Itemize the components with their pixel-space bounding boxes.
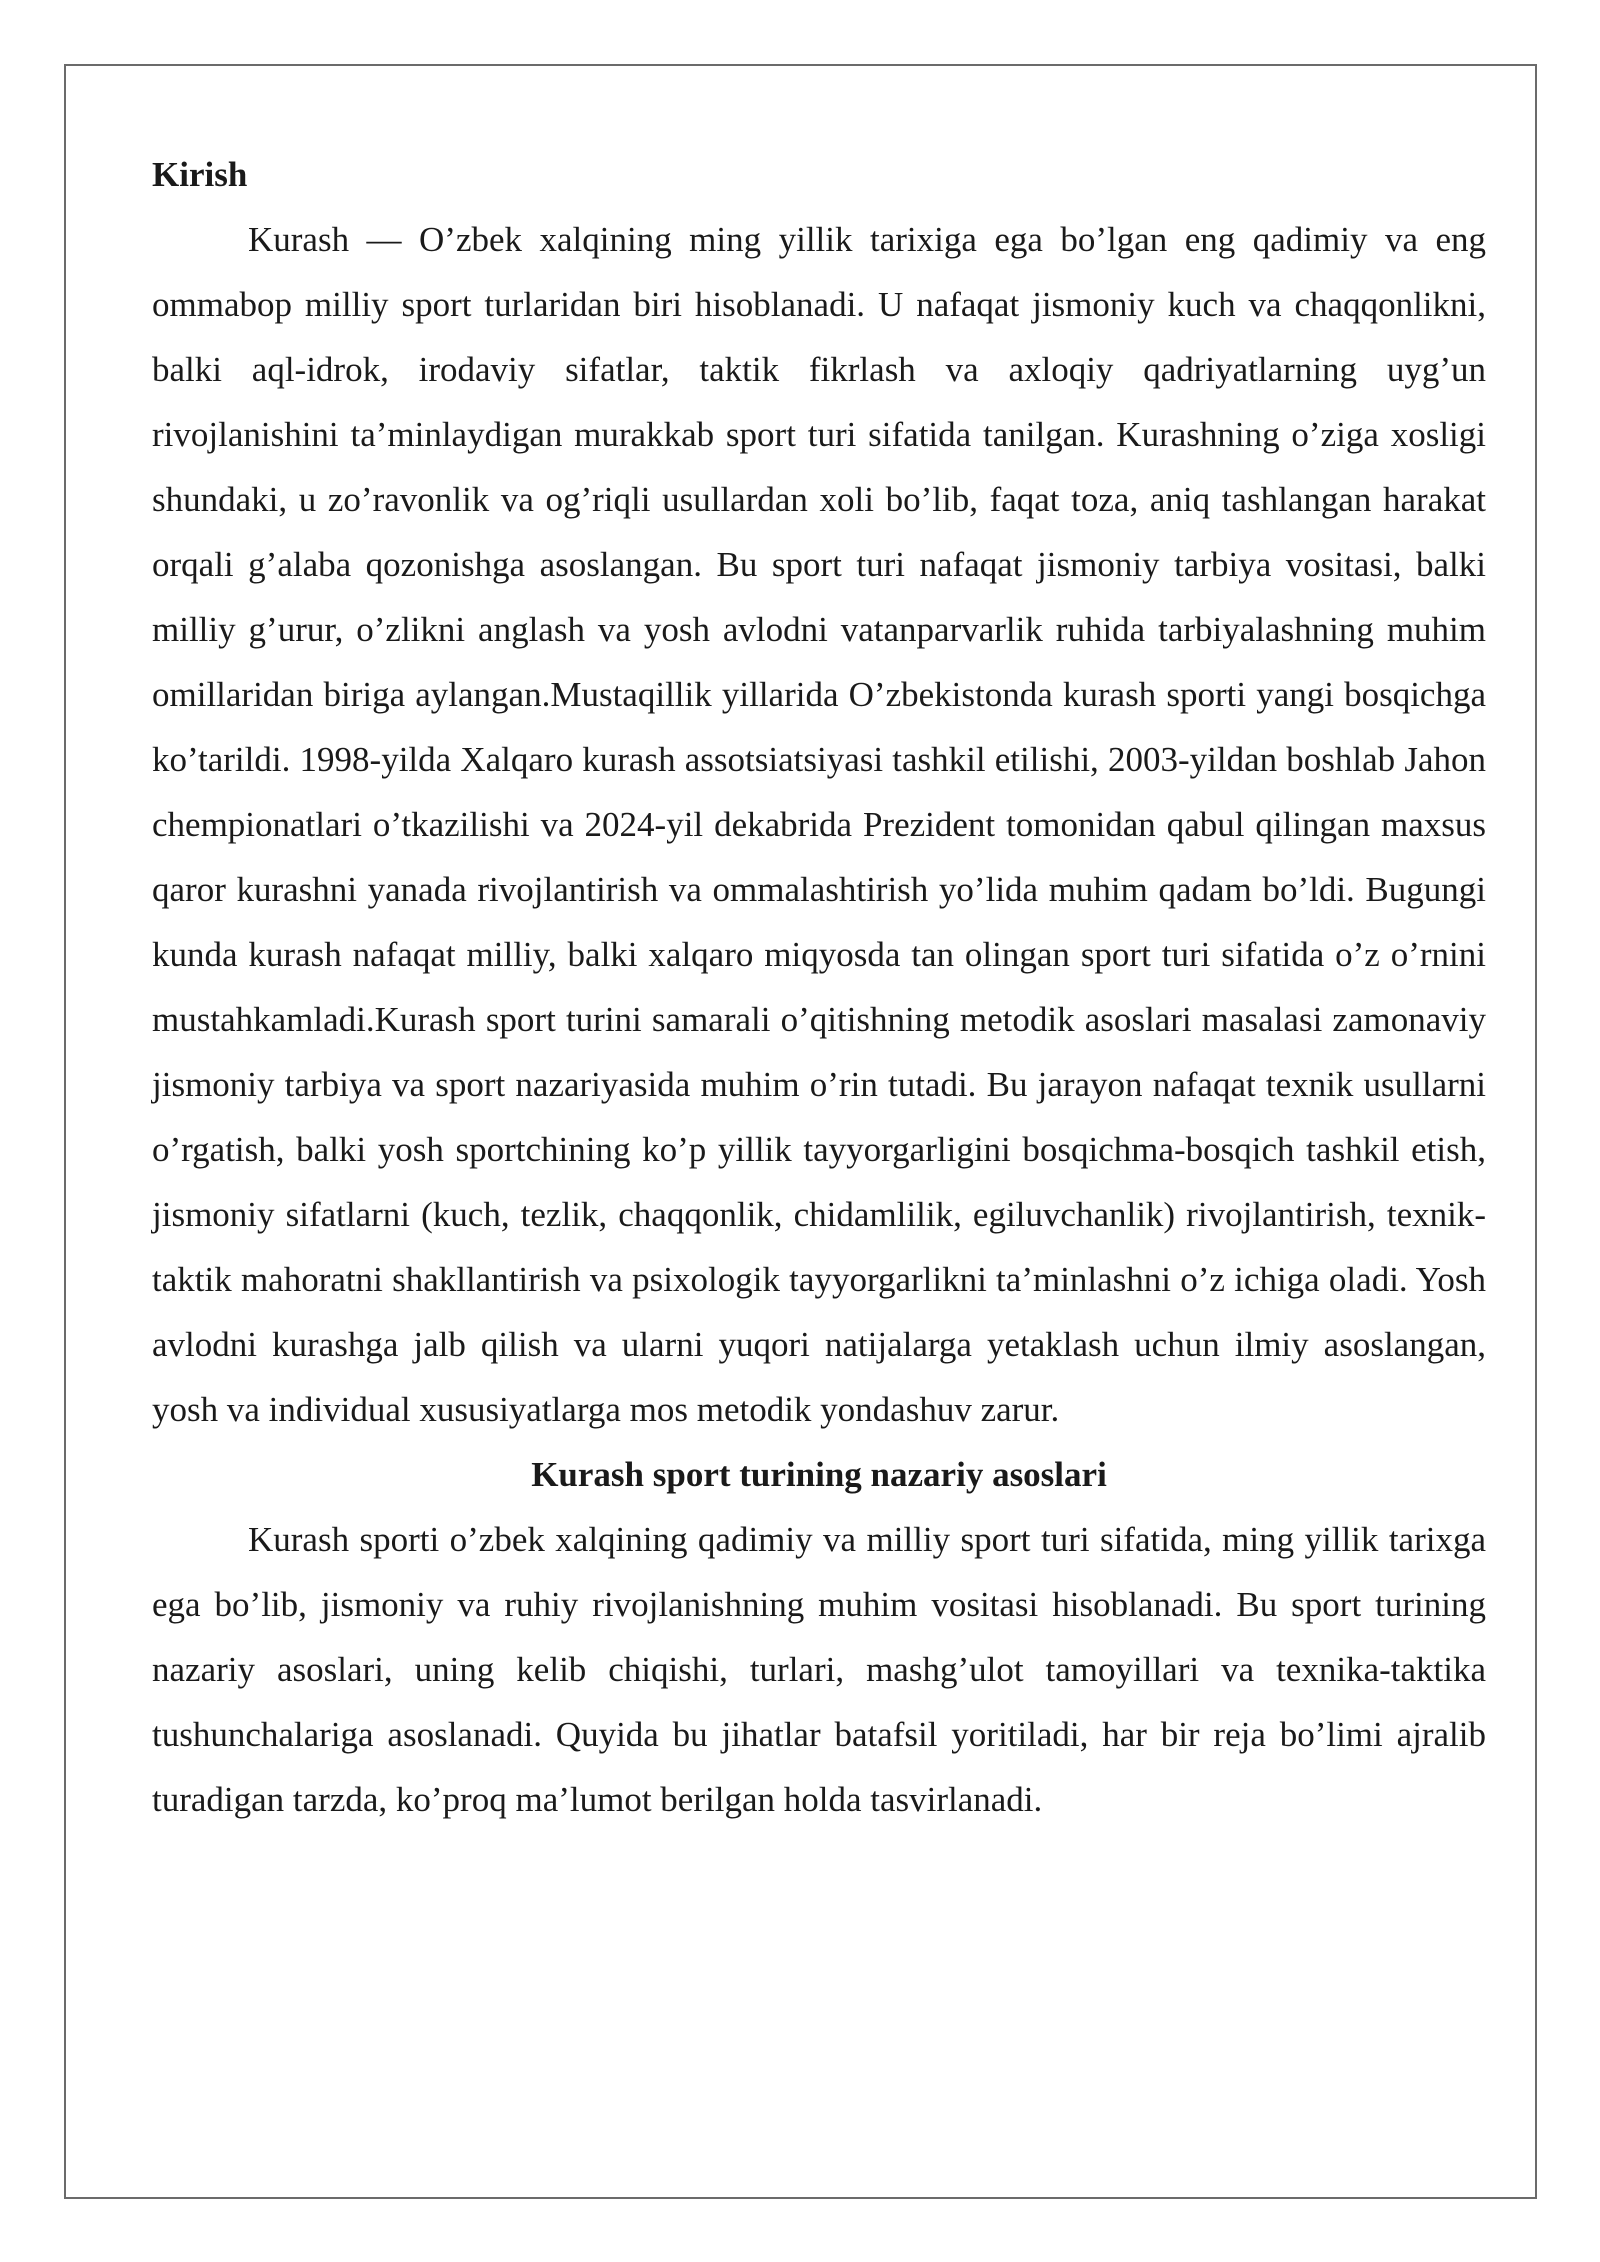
section-heading: Kurash sport turining nazariy asoslari xyxy=(531,1455,1107,1494)
section-paragraph: Kurash sporti o’zbek xalqining qadimiy va milliy sport turi sifatida, ming yillik tarixga ega bo’lib, jismoniy va ruhiy rivojlanishning muhim vositasi hisoblanadi. Bu sport turining nazariy asoslari, uning kelib chiqishi, turlari, mashg’ulot tamoyillari va texnika-taktika tushunchalariga asoslanadi. Quyida bu jihatlar batafsil yoritiladi, har bir reja bo’limi ajralib turadigan tarzda, ko’proq ma’lumot berilgan holda tasvirlanadi. xyxy=(152,1520,1486,1819)
intro-paragraph: Kurash — O’zbek xalqining ming yillik tarixiga ega bo’lgan eng qadimiy va eng ommabop milliy sport turlaridan biri hisoblanadi. U nafaqat jismoniy kuch va chaqqonlikni, balki aql-idrok, irodaviy sifatlar, taktik fikrlash va axloqiy qadriyatlarning uyg’un rivojlanishini ta’minlaydigan murakkab sport turi sifatida tanilgan. Kurashning o’ziga xosligi shundaki, u zo’ravonlik va og’riqli usullardan xoli bo’lib, faqat toza, aniq tashlangan harakat orqali g’alaba qozonishga asoslangan. Bu sport turi nafaqat jismoniy tarbiya vositasi, balki milliy g’urur, o’zlikni anglash va yosh avlodni vatanparvarlik ruhida tarbiyalashning muhim omillaridan biriga aylangan.Mustaqillik yillarida O’zbekistonda kurash sporti yangi bosqichga ko’tarildi. 1998-yilda Xalqaro kurash assotsiatsiyasi tashkil etilishi, 2003-yildan boshlab Jahon chempionatlari o’tkazilishi va 2024-yil dekabrida Prezident tomonidan qabul qilingan maxsus qaror kurashni yanada rivojlantirish va ommalashtirish yo’lida muhim qadam bo’ldi. Bugungi kunda kurash nafaqat milliy, balki xalqaro miqyosda tan olingan sport turi sifatida o’z o’rnini mustahkamladi.Kurash sport turini samarali o’qitishning metodik asoslari masalasi zamonaviy jismoniy tarbiya va sport nazariyasida muhim o’rin tutadi. Bu jarayon nafaqat texnik usullarni o’rgatish, balki yosh sportchining ko’p yillik tayyorgarligini bosqichma-bosqich tashkil etish, jismoniy sifatlarni (kuch, tezlik, chaqqonlik, chidamlilik, egiluvchanlik) rivojlantirish, texnik-taktik mahoratni shakllantirish va psixologik tayyorgarlikni ta’minlashni o’z ichiga oladi. Yosh avlodni kurashga jalb qilish va ularni yuqori natijalarga yetaklash uchun ilmiy asoslangan, yosh va individual xususiyatlarga mos metodik yondashuv zarur. xyxy=(152,220,1486,1429)
document-body xyxy=(152,142,1486,1832)
intro-heading: Kirish xyxy=(152,155,248,194)
